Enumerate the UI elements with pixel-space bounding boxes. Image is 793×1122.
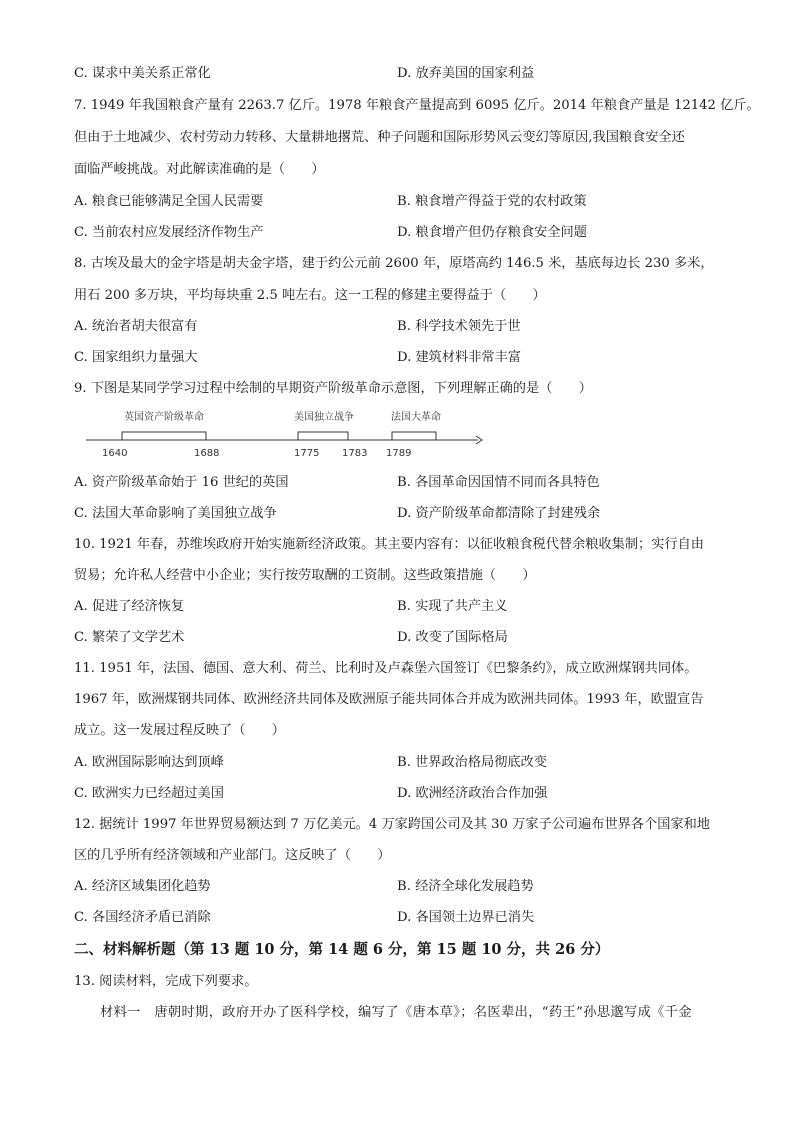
q11-stem-line-1: 11. 1951 年，法国、德国、意大利、荷兰、比利时及卢森堡六国签订《巴黎条约》，成立欧洲煤钢共同体。 — [74, 661, 698, 676]
q13-material-1: 材料一 唐朝时期，政府开办了医科学校，编写了《唐本草》；名医辈出，“药王”孙思邈写成《千金 — [100, 1005, 692, 1020]
q11-option-a: A. 欧洲国际影响达到顶峰 — [74, 755, 224, 770]
section-heading: 二、材料解析题（第 13 题 10 分，第 14 题 6 分，第 15 题 10 分，共 26 分） — [74, 941, 610, 958]
q7-option-d: D. 粮食增产但仍存粮食安全问题 — [397, 225, 587, 240]
q6-option-c: C. 谋求中美关系正常化 — [74, 66, 211, 81]
timeline-event-french — [391, 410, 441, 440]
q9-option-b: B. 各国革命因国情不同而各具特色 — [397, 475, 600, 490]
revolution-timeline — [78, 404, 498, 462]
q11-option-c: C. 欧洲实力已经超过美国 — [74, 786, 224, 801]
event-label: 英国资产阶级革命 — [124, 412, 204, 423]
timeline-event-english — [122, 410, 206, 440]
q9-stem: 9. 下图是某同学学习过程中绘制的早期资产阶级革命示意图，下列理解正确的是（ ） — [74, 381, 592, 396]
q8-option-b: B. 科学技术领先于世 — [397, 319, 521, 334]
q11-stem-line-2: 1967 年，欧洲煤钢共同体、欧洲经济共同体及欧洲原子能共同体合并成为欧洲共同体。1993 年，欧盟宣告 — [74, 692, 704, 707]
q12-option-c: C. 各国经济矛盾已消除 — [74, 910, 211, 925]
q12-option-b: B. 经济全球化发展趋势 — [397, 879, 534, 894]
q8-stem-line-1: 8. 古埃及最大的金字塔是胡夫金字塔，建于约公元前 2600 年，原塔高约 146.5 米，基底每边长 230 多米， — [74, 256, 714, 271]
q7-stem-line-2: 但由于土地减少、农村劳动力转移、大量耕地撂荒、种子问题和国际形势风云变幻等原因,我国粮食安全还 — [74, 130, 685, 145]
q6-option-d: D. 放弃美国的国家利益 — [397, 66, 535, 81]
q12-option-d: D. 各国领土边界已消失 — [397, 910, 535, 925]
event-label: 美国独立战争 — [294, 412, 354, 423]
q12-stem-line-1: 12. 据统计 1997 年世界贸易额达到 7 万亿美元。4 万家跨国公司及其 30 万家子公司遍布世界各个国家和地 — [74, 817, 710, 832]
q7-option-a: A. 粮食已能够满足全国人民需要 — [74, 194, 264, 209]
q10-option-d: D. 改变了国际格局 — [397, 630, 508, 645]
q12-stem-line-2: 区的几乎所有经济领域和产业部门。这反映了（ ） — [74, 848, 391, 863]
q9-option-a: A. 资产阶级革命始于 16 世纪的英国 — [74, 475, 289, 490]
event-bracket — [392, 432, 436, 440]
event-bracket — [122, 432, 206, 440]
q9-option-c: C. 法国大革命影响了美国独立战争 — [74, 506, 277, 521]
timeline-tick-label: 1789 — [386, 448, 412, 459]
q7-stem-line-1: 7. 1949 年我国粮食产量有 2263.7 亿斤。1978 年粮食产量提高到 6095 亿斤。2014 年粮食产量是 12142 亿斤。 — [74, 98, 760, 113]
q11-stem-line-3: 成立。这一发展过程反映了（ ） — [74, 723, 285, 738]
q12-option-a: A. 经济区域集团化趋势 — [74, 879, 211, 894]
timeline-tick-label: 1640 — [102, 448, 128, 459]
q7-option-b: B. 粮食增产得益于党的农村政策 — [397, 194, 587, 209]
q10-stem-line-2: 贸易；允许私人经营中小企业；实行按劳取酬的工资制。这些政策措施（ ） — [74, 568, 536, 583]
timeline-event-american — [294, 410, 354, 440]
q10-option-c: C. 繁荣了文学艺术 — [74, 630, 185, 645]
q10-option-b: B. 实现了共产主义 — [397, 599, 508, 614]
timeline-tick-label: 1688 — [194, 448, 220, 459]
event-label: 法国大革命 — [391, 412, 441, 423]
q8-option-c: C. 国家组织力量强大 — [74, 350, 198, 365]
q7-stem-line-3: 面临严峻挑战。对此解读准确的是（ ） — [74, 162, 325, 177]
timeline-tick-label: 1775 — [294, 448, 320, 459]
q10-stem-line-1: 10. 1921 年春，苏维埃政府开始实施新经济政策。其主要内容有：以征收粮食税代替余粮收集制；实行自由 — [74, 537, 704, 552]
q8-option-d: D. 建筑材料非常丰富 — [397, 350, 521, 365]
q8-stem-line-2: 用石 200 多万块，平均每块重 2.5 吨左右。这一工程的修建主要得益于（ ） — [74, 288, 546, 303]
q7-option-c: C. 当前农村应发展经济作物生产 — [74, 225, 264, 240]
event-bracket — [298, 432, 348, 440]
q8-option-a: A. 统治者胡夫很富有 — [74, 319, 198, 334]
q9-option-d: D. 资产阶级革命都清除了封建残余 — [397, 506, 601, 521]
q13-stem: 13. 阅读材料，完成下列要求。 — [74, 974, 258, 989]
q11-option-b: B. 世界政治格局彻底改变 — [397, 755, 547, 770]
q10-option-a: A. 促进了经济恢复 — [74, 599, 185, 614]
timeline-tick-label: 1783 — [342, 448, 368, 459]
q11-option-d: D. 欧洲经济政治合作加强 — [397, 786, 548, 801]
